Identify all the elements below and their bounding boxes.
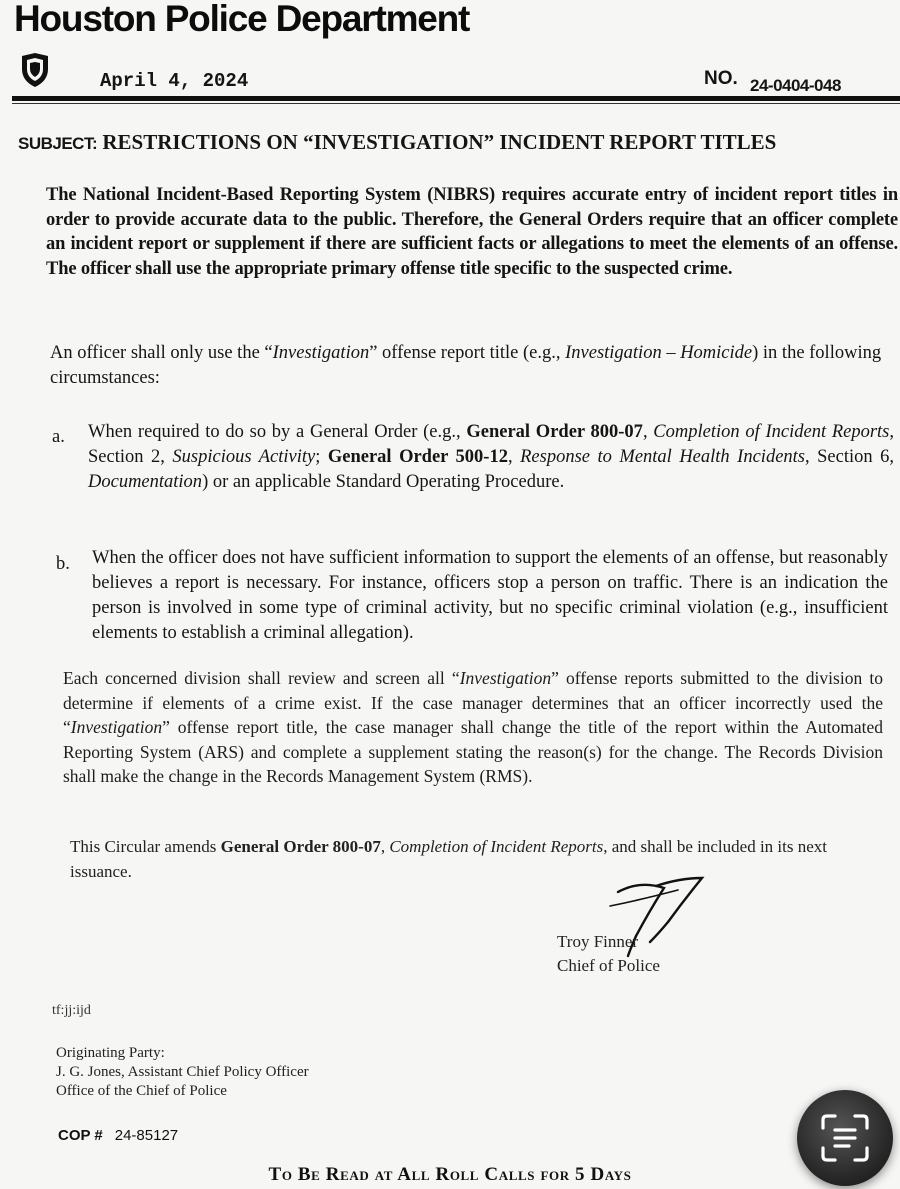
list-item-a: When required to do so by a General Order (e.g., General Order 800-07, Completion of Incident Reports, Section 2, Suspicious Activity; General Order 500-12, Response to Mental Health Incidents, Section 6, Documentation) or an applicable Standard Operating Procedure. bbox=[88, 422, 895, 492]
nibrs-paragraph: The National Incident-Based Reporting System (NIBRS) requires accurate entry of incident report titles in order to provide accurate data to the public. Therefore, the General Orders require that an officer complete an incident report or supplement if there are sufficient facts or allegations to meet the elements of an offense. The officer shall use the appropriate primary offense title specific to the suspected crime. bbox=[46, 185, 898, 279]
list-marker-b: b. bbox=[56, 554, 70, 574]
circular-number-label: NO. bbox=[704, 68, 738, 89]
cop-number bbox=[58, 1127, 178, 1144]
text-scan-icon bbox=[813, 1106, 877, 1170]
subject-line bbox=[18, 130, 888, 155]
usage-paragraph: An officer shall only use the “Investigation” offense report title (e.g., Investigation – Homicide) in the following circumstances: bbox=[50, 343, 882, 388]
list-marker-a: a. bbox=[52, 427, 65, 447]
header-rule-thin bbox=[12, 103, 900, 104]
police-badge-icon bbox=[18, 52, 52, 88]
originating-label: Originating Party: bbox=[56, 1045, 165, 1061]
signature-block bbox=[557, 930, 660, 978]
subject-text: RESTRICTIONS ON “INVESTIGATION” INCIDENT REPORT TITLES bbox=[102, 130, 777, 154]
signer-name: Troy Finner bbox=[557, 932, 639, 951]
cop-value: 24-85127 bbox=[114, 1127, 179, 1144]
amendment-paragraph: This Circular amends General Order 800-07, Completion of Incident Reports, and shall be included in its next issuance. bbox=[70, 837, 828, 881]
roll-call-notice: To Be Read at All Roll Calls for 5 Days bbox=[268, 1164, 632, 1185]
typist-initials: tf:jj:ijd bbox=[52, 1003, 91, 1018]
signer-title: Chief of Police bbox=[557, 956, 660, 975]
circular-number: 24-0404-048 bbox=[750, 76, 841, 95]
review-paragraph: Each concerned division shall review and screen all “Investigation” offense reports submitted to the division to determine if elements of a crime exist. If the case manager determines that an officer incorrectly used the “Investigation” offense report title, the case manager shall change the title of the report within the Automated Reporting System (ARS) and complete a supplement stating the reason(s) for the change. The Records Division shall make the change in the Records Management System (RMS). bbox=[63, 668, 883, 786]
subject-label: SUBJECT: bbox=[18, 134, 98, 153]
originating-line-2: Office of the Chief of Police bbox=[56, 1083, 227, 1099]
list-item-b: When the officer does not have sufficient information to support the elements of an offense, but reasonably believes a report is necessary. For instance, officers stop a person on traffic. There is an indication the person is involved in some type of criminal activity, but no specific criminal violation (e.g., insufficient elements to establish a criminal allegation). bbox=[92, 548, 888, 643]
cop-label: COP # bbox=[58, 1127, 103, 1144]
originating-line-1: J. G. Jones, Assistant Chief Policy Officer bbox=[56, 1064, 309, 1080]
circular-date: April 4, 2024 bbox=[100, 70, 249, 92]
text-scan-button[interactable] bbox=[797, 1090, 893, 1186]
department-title: Houston Police Department bbox=[14, 0, 470, 39]
originating-party bbox=[56, 1044, 309, 1101]
header-rule bbox=[12, 96, 900, 101]
